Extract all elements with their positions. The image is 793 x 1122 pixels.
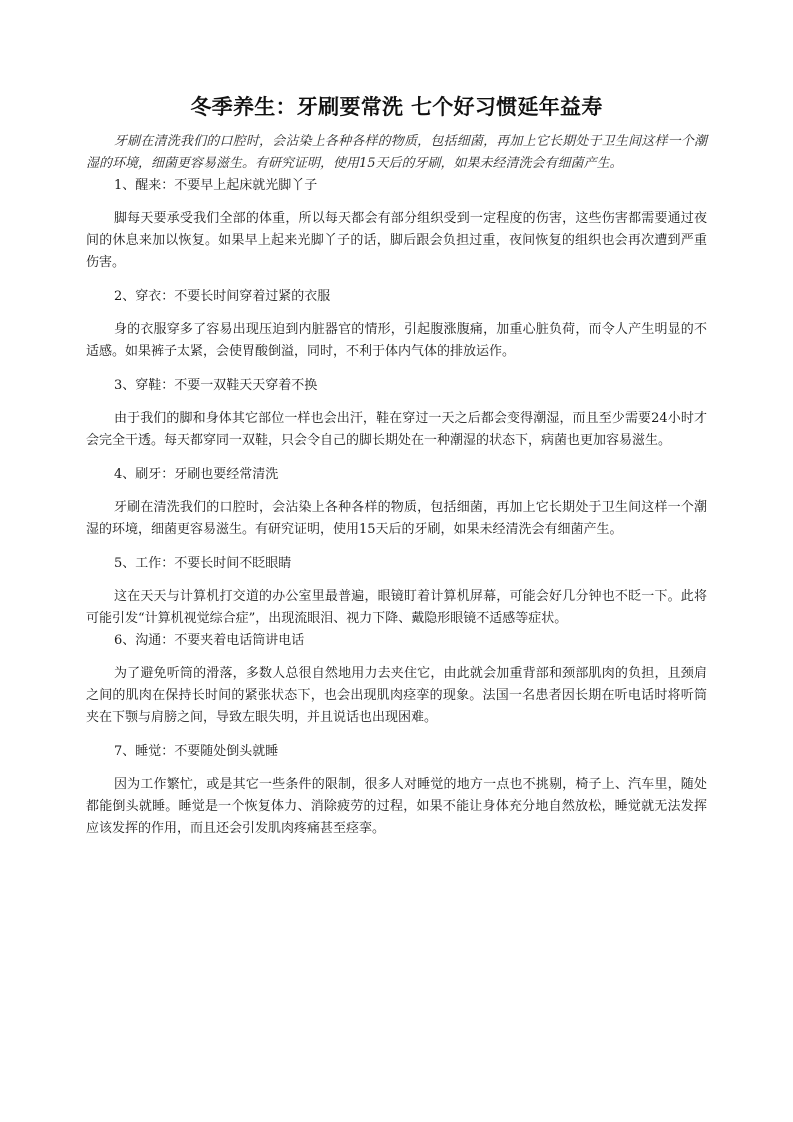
section-body-5: 这在天天与计算机打交道的办公室里最普遍，眼镜盯着计算机屏幕，可能会好几分钟也不眨一下。此将可能引发“计算机视觉综合症”，出现流眼泪、视力下降、戴隐形眼镜不适感等症状。 [86, 589, 707, 626]
section-body-7: 因为工作繁忙，或是其它一些条件的限制，很多人对睡觉的地方一点也不挑剔，椅子上、汽车里，随处都能倒头就睡。睡觉是一个恢复体力、消除疲劳的过程，如果不能让身体充分地自然放松，睡觉就无法发挥应该发挥的作用，而且还会引发肌肉疼痛甚至痉挛。 [86, 777, 707, 836]
section-heading-2: 2、穿衣：不要长时间穿着过紧的衣服 [114, 289, 331, 304]
document-page [86, 92, 707, 840]
section-body-1: 脚每天要承受我们全部的体重，所以每天都会有部分组织受到一定程度的伤害，这些伤害都需要通过夜间的休息来加以恢复。如果早上起来光脚丫子的话，脚后跟会负担过重，夜间恢复的组织也会再次遭到严重伤害。 [86, 211, 707, 270]
document-title: 冬季养生：牙刷要常洗 七个好习惯延年益寿 [190, 95, 603, 119]
section-body-3: 由于我们的脚和身体其它部位一样也会出汗，鞋在穿过一天之后都会变得潮湿，而且至少需要24小时才会完全干透。每天都穿同一双鞋，只会令自己的脚长期处在一种潮湿的状态下，病菌也更加容易滋生。 [86, 411, 707, 448]
section-heading-4: 4、刷牙：牙刷也要经常清洗 [114, 467, 279, 482]
section-heading-5: 5、工作：不要长时间不眨眼睛 [114, 556, 292, 571]
section-body-2: 身的衣服穿多了容易出现压迫到内脏器官的情形，引起腹涨腹痛，加重心脏负荷，而令人产生明显的不适感。如果裤子太紧，会使胃酸倒溢，同时，不利于体内气体的排放运作。 [86, 322, 707, 359]
section-body-4: 牙刷在清洗我们的口腔时，会沾染上各种各样的物质，包括细菌，再加上它长期处于卫生间这样一个潮湿的环境，细菌更容易滋生。有研究证明，使用15天后的牙刷，如果未经清洗会有细菌产生。 [86, 500, 707, 537]
intro-paragraph: 牙刷在清洗我们的口腔时，会沾染上各种各样的物质，包括细菌，再加上它长期处于卫生间这样一个潮湿的环境，细菌更容易滋生。有研究证明，使用15天后的牙刷，如果未经清洗会有细菌产生。 [86, 134, 707, 171]
section-heading-3: 3、穿鞋：不要一双鞋天天穿着不换 [114, 378, 318, 393]
section-heading-6: 6、沟通：不要夹着电话筒讲电话 [114, 633, 305, 648]
section-heading-1: 1、醒来：不要早上起床就光脚丫子 [114, 178, 318, 193]
section-heading-7: 7、睡觉：不要随处倒头就睡 [114, 744, 279, 759]
section-body-6: 为了避免听筒的滑落，多数人总很自然地用力去夹住它，由此就会加重背部和颈部肌肉的负担，且颈肩之间的肌肉在保持长时间的紧张状态下，也会出现肌肉痉挛的现象。法国一名患者因长期在听电话时将听筒夹在下颚与肩膀之间，导致左眼失明，并且说话也出现困难。 [86, 666, 707, 725]
